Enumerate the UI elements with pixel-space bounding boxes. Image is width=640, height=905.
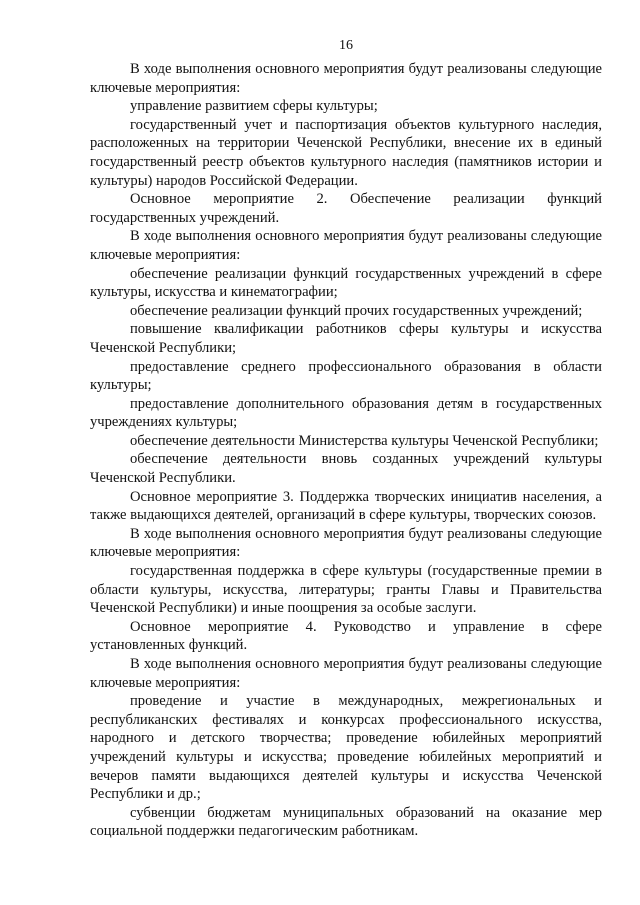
list-item-other-state-institutions: обеспечение реализации функций прочих государственных учреждений; <box>130 302 583 319</box>
list-item-festivals: проведение и участие в международных, межрегиональных и республиканских фестивалях и конкурсах профессионального искусства, народного и детского творчества; проведение юбилейных мероприятий учреждений культуры и искусства; проведение юбилейных мероприятий и вечеров памяти выдающихся деятелей культуры и искусства Чеченской Республики и др.; <box>90 693 602 803</box>
body-text <box>90 60 602 841</box>
list-item-subventions: субвенции бюджетам муниципальных образований на оказание мер социальной поддержки педагогическим работникам. <box>90 804 602 840</box>
list-item-new-institutions: обеспечение деятельности вновь созданных учреждений культуры Чеченской Республики. <box>90 451 602 487</box>
paragraph-intro-4: В ходе выполнения основного мероприятия будут реализованы следующие ключевые мероприятия: <box>90 656 602 691</box>
paragraph-intro-2: В ходе выполнения основного мероприятия будут реализованы следующие ключевые мероприятия: <box>90 228 602 263</box>
paragraph-intro-3: В ходе выполнения основного мероприятия будут реализованы следующие ключевые мероприятия: <box>90 525 602 561</box>
list-item-secondary-education: предоставление среднего профессионального образования в области культуры; <box>90 358 602 394</box>
list-item-heritage-registration: государственный учет и паспортизация объектов культурного наследия, расположенных на территории Чеченской Республики, внесение их в единый государственный реестр объектов культурного наследия (памятников истории и культуры) народов Российской Федерации. <box>90 116 602 189</box>
paragraph-main-activity-2: Основное мероприятие 2. Обеспечение реализации функций государственных учреждений. <box>90 191 602 226</box>
page-number: 16 <box>339 38 353 53</box>
list-item-ministry-activity: обеспечение деятельности Министерства культуры Чеченской Республики; <box>130 432 599 449</box>
list-item-state-support: государственная поддержка в сфере культуры (государственные премии в области культуры, искусства, литературы; гранты Главы и Правительства Чеченской Республики) и иные поощрения за особые заслуги. <box>90 563 602 617</box>
paragraph-main-activity-4: Основное мероприятие 4. Руководство и управление в сфере установленных функций. <box>90 618 602 654</box>
list-item-state-institutions-culture: обеспечение реализации функций государственных учреждений в сфере культуры, искусства и кинематографии; <box>90 265 602 301</box>
paragraph-main-activity-3: Основное мероприятие 3. Поддержка творческих инициатив населения, а также выдающихся деятелей, организаций в сфере культуры, творческих союзов. <box>90 488 602 524</box>
paragraph-intro-1: В ходе выполнения основного мероприятия будут реализованы следующие ключевые мероприятия: <box>90 61 602 96</box>
list-item-culture-management: управление развитием сферы культуры; <box>130 98 378 115</box>
list-item-additional-education: предоставление дополнительного образования детям в государственных учреждениях культуры; <box>90 395 602 431</box>
list-item-qualification: повышение квалификации работников сферы культуры и искусства Чеченской Республики; <box>90 321 602 356</box>
